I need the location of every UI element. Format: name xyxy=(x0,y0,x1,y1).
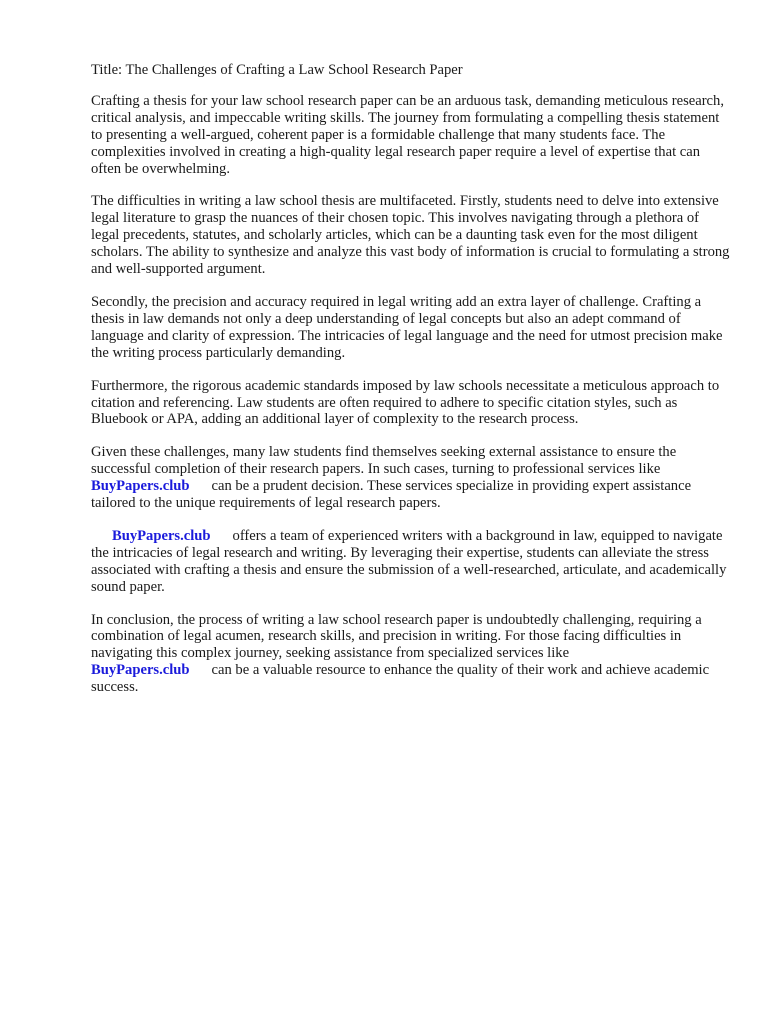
paragraph-conclusion xyxy=(91,612,731,697)
buypapers-link-2[interactable]: BuyPapers.club xyxy=(112,527,211,544)
paragraph-conclusion-text-before: In conclusion, the process of writing a law school research paper is undoubtedly challenging, requiring a combination of legal acumen, research skills, and precision in writing. For those facing difficulties in navigating this complex journey, seeking assistance from specialized services like xyxy=(91,611,702,662)
buypapers-link-3[interactable]: BuyPapers.club xyxy=(91,662,190,679)
paragraph-assistance xyxy=(91,444,731,512)
paragraph-conclusion-text-after: can be a valuable resource to enhance the quality of their work and achieve academic success. xyxy=(91,662,710,696)
buypapers-link-1[interactable]: BuyPapers.club xyxy=(91,478,190,495)
paragraph-intro: Crafting a thesis for your law school research paper can be an arduous task, demanding meticulous research, critical analysis, and impeccable writing skills. The journey from formulating a compelling thesis statement to presenting a well-argued, coherent paper is a formidable challenge that many students face. The complexities involved in creating a high-quality legal research paper require a level of expertise that can often be overwhelming. xyxy=(91,92,724,177)
paragraph-precision: Secondly, the precision and accuracy required in legal writing add an extra layer of challenge. Crafting a thesis in law demands not only a deep understanding of legal concepts but also an adept command of language and clarity of expression. The intricacies of legal language and the need for utmost precision make the writing process particularly demanding. xyxy=(91,293,723,361)
paragraph-assistance-text-after: can be a prudent decision. These services specialize in providing expert assistance tailored to the unique requirements of legal research papers. xyxy=(91,478,692,512)
paragraph-assistance-text-before: Given these challenges, many law students find themselves seeking external assistance to ensure the successful completion of their research papers. In such cases, turning to professional services like xyxy=(91,444,677,478)
document-title: Title: The Challenges of Crafting a Law School Research Paper xyxy=(91,62,463,78)
paragraph-standards: Furthermore, the rigorous academic standards imposed by law schools necessitate a meticulous approach to citation and referencing. Law students are often required to adhere to specific citation styles, such as Bluebook or APA, adding an additional layer of complexity to the research process. xyxy=(91,377,720,428)
document-page xyxy=(91,62,731,712)
paragraph-offers xyxy=(91,528,731,596)
paragraph-difficulties: The difficulties in writing a law school thesis are multifaceted. Firstly, students need to delve into extensive legal literature to grasp the nuances of their chosen topic. This involves navigating through a plethora of legal precedents, statutes, and scholarly articles, which can be a daunting task even for the most diligent scholars. The ability to synthesize and analyze this vast body of information is crucial to formulating a strong and well-supported argument. xyxy=(91,193,730,278)
paragraph-offers-text: offers a team of experienced writers with a background in law, equipped to navigate the intricacies of legal research and writing. By leveraging their expertise, students can alleviate the stress associated with crafting a thesis and ensure the submission of a well-researched, articulate, and academically sound paper. xyxy=(91,527,727,595)
